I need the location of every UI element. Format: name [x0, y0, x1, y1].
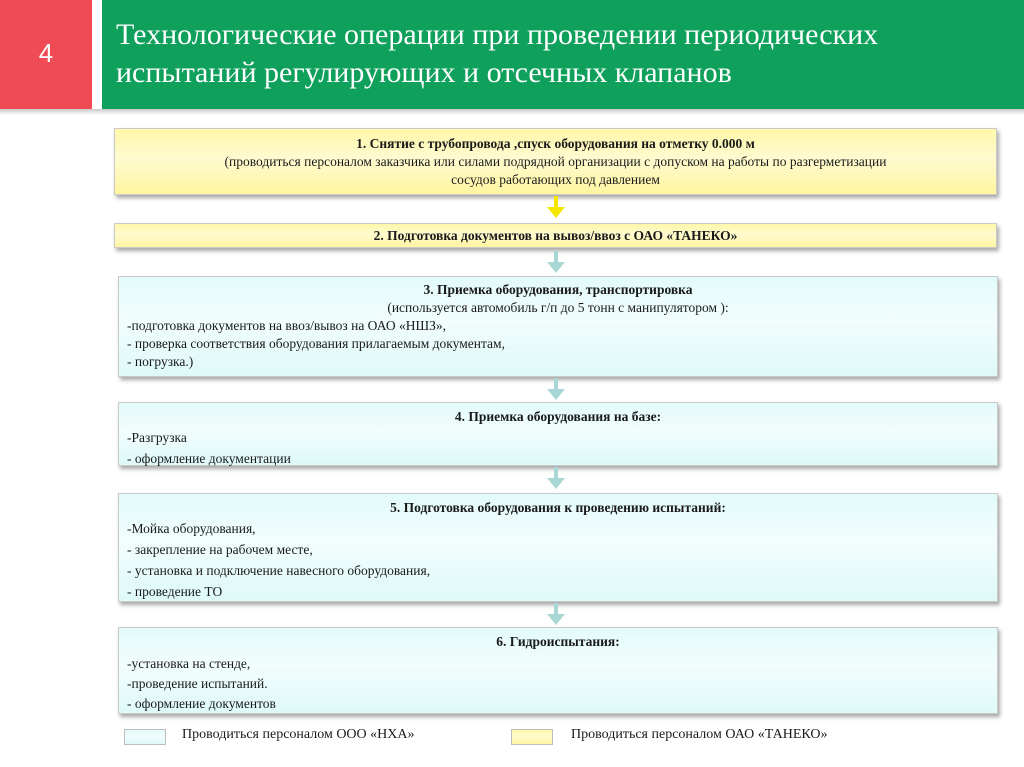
step-3-line-1: -подготовка документов на ввоз/вывоз на ОАО «НШЗ»,	[127, 318, 446, 333]
legend-label-cyan: Проводиться персоналом ООО «НХА»	[182, 727, 415, 742]
step-1-box	[114, 128, 997, 195]
step-3-line-2: - проверка соответствия оборудования прилагаемым документам,	[127, 336, 505, 351]
header-bar	[102, 0, 1024, 109]
step-4-heading: 4. Приемка оборудования на базе:	[454, 409, 662, 424]
step-1-line-2: сосудов работающих под давлением	[451, 172, 660, 187]
step-4-box	[118, 402, 998, 466]
header-divider	[0, 109, 1024, 115]
arrow-down-icon	[545, 603, 567, 627]
step-5-line-3: - установка и подключение навесного оборудования,	[127, 563, 431, 578]
step-5-box	[118, 493, 998, 602]
step-5-line-1: -Мойка оборудования,	[127, 521, 256, 536]
step-6-heading: 6. Гидроиспытания:	[496, 634, 620, 649]
slide-number: 4	[38, 38, 54, 68]
step-1-line-1: (проводиться персоналом заказчика или силами подрядной организации с допуском на работы по разгерметизации	[224, 154, 887, 169]
step-1-heading: 1. Снятие с трубопровода ,спуск оборудования на отметку 0.000 м	[356, 136, 755, 151]
legend-label-yellow: Проводиться персоналом ОАО «ТАНЕКО»	[571, 727, 828, 742]
step-3-line-3: - погрузка.)	[127, 354, 194, 369]
step-2-box	[114, 223, 997, 248]
step-3-subheading: (используется автомобиль г/п до 5 тонн с манипулятором ):	[387, 300, 729, 315]
step-2-heading: 2. Подготовка документов на вывоз/ввоз с ОАО «ТАНЕКО»	[373, 228, 738, 243]
step-3-box	[118, 276, 998, 377]
arrow-down-icon	[545, 467, 567, 491]
arrow-down-icon	[545, 251, 567, 275]
step-6-line-3: - оформление документов	[127, 696, 276, 711]
step-4-line-1: -Разгрузка	[127, 430, 187, 445]
step-6-line-1: -установка на стенде,	[127, 656, 251, 671]
step-5-line-4: - проведение ТО	[127, 584, 223, 599]
step-6-line-2: -проведение испытаний.	[127, 676, 268, 691]
slide-title: Технологические операции при проведении периодических испытаний регулирующих и отсечных клапанов	[116, 18, 879, 89]
slide-number-box	[0, 0, 92, 109]
step-3-heading: 3. Приемка оборудования, транспортировка	[423, 282, 693, 297]
legend-swatch-yellow	[511, 729, 553, 745]
step-4-line-2: - оформление документации	[127, 451, 291, 466]
step-5-heading: 5. Подготовка оборудования к проведению испытаний:	[390, 500, 726, 515]
arrow-down-icon	[545, 196, 567, 220]
arrow-down-icon	[545, 378, 567, 402]
step-5-line-2: - закрепление на рабочем месте,	[127, 542, 313, 557]
legend-swatch-cyan	[124, 729, 166, 745]
step-6-box	[118, 627, 998, 714]
